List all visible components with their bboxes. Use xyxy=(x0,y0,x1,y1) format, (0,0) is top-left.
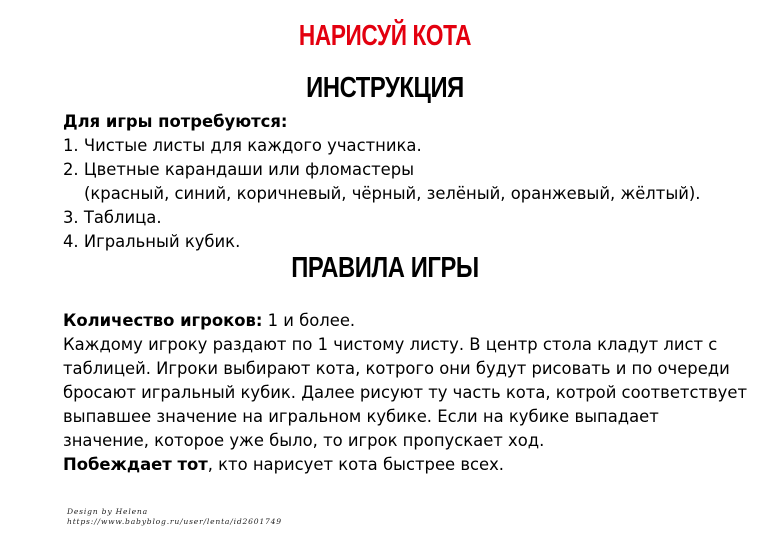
designer-credit: Design by Helena xyxy=(67,507,148,516)
list-item: 1. Чистые листы для каждого участника. xyxy=(63,136,422,155)
rules-line: бросают игральный кубик. Далее рисуют ту часть кота, котрой соответствует xyxy=(63,383,748,402)
rules-section xyxy=(63,309,748,477)
game-title: НАРИСУЙ КОТА xyxy=(298,20,472,52)
rules-line: Каждому игроку раздают по 1 чистому листу. В центр стола кладут лист с xyxy=(63,335,718,354)
rules-title: ПРАВИЛА ИГРЫ xyxy=(291,252,479,284)
list-item: 2. Цветные карандаши или фломастеры xyxy=(63,160,415,179)
winner-line xyxy=(63,453,743,477)
players-value: 1 и более. xyxy=(262,311,356,330)
rules-line: выпавшее значение на игральном кубике. Если на кубике выпадает xyxy=(63,407,659,426)
players-label: Количество игроков: xyxy=(63,311,263,330)
instructions-title: ИНСТРУКЦИЯ xyxy=(306,72,464,104)
rules-line: значение, которое уже было, то игрок пропускает ход. xyxy=(63,431,545,450)
footer-credit xyxy=(67,507,282,527)
winner-text: , кто нарисует кота быстрее всех. xyxy=(207,455,504,474)
list-item: 4. Игральный кубик. xyxy=(63,232,241,251)
list-item: 3. Таблица. xyxy=(63,208,162,227)
needed-label: Для игры потребуются: xyxy=(63,112,288,131)
instructions-section xyxy=(63,110,743,254)
list-item-colors: (красный, синий, коричневый, чёрный, зелёный, оранжевый, жёлтый). xyxy=(84,184,701,203)
rules-line: таблицей. Игроки выбирают кота, котрого они будут рисовать и по очереди xyxy=(63,359,730,378)
winner-label: Побеждает тот xyxy=(63,455,208,474)
source-url: https://www.babyblog.ru/user/lenta/id2601749 xyxy=(67,517,282,526)
players-count xyxy=(63,309,743,333)
